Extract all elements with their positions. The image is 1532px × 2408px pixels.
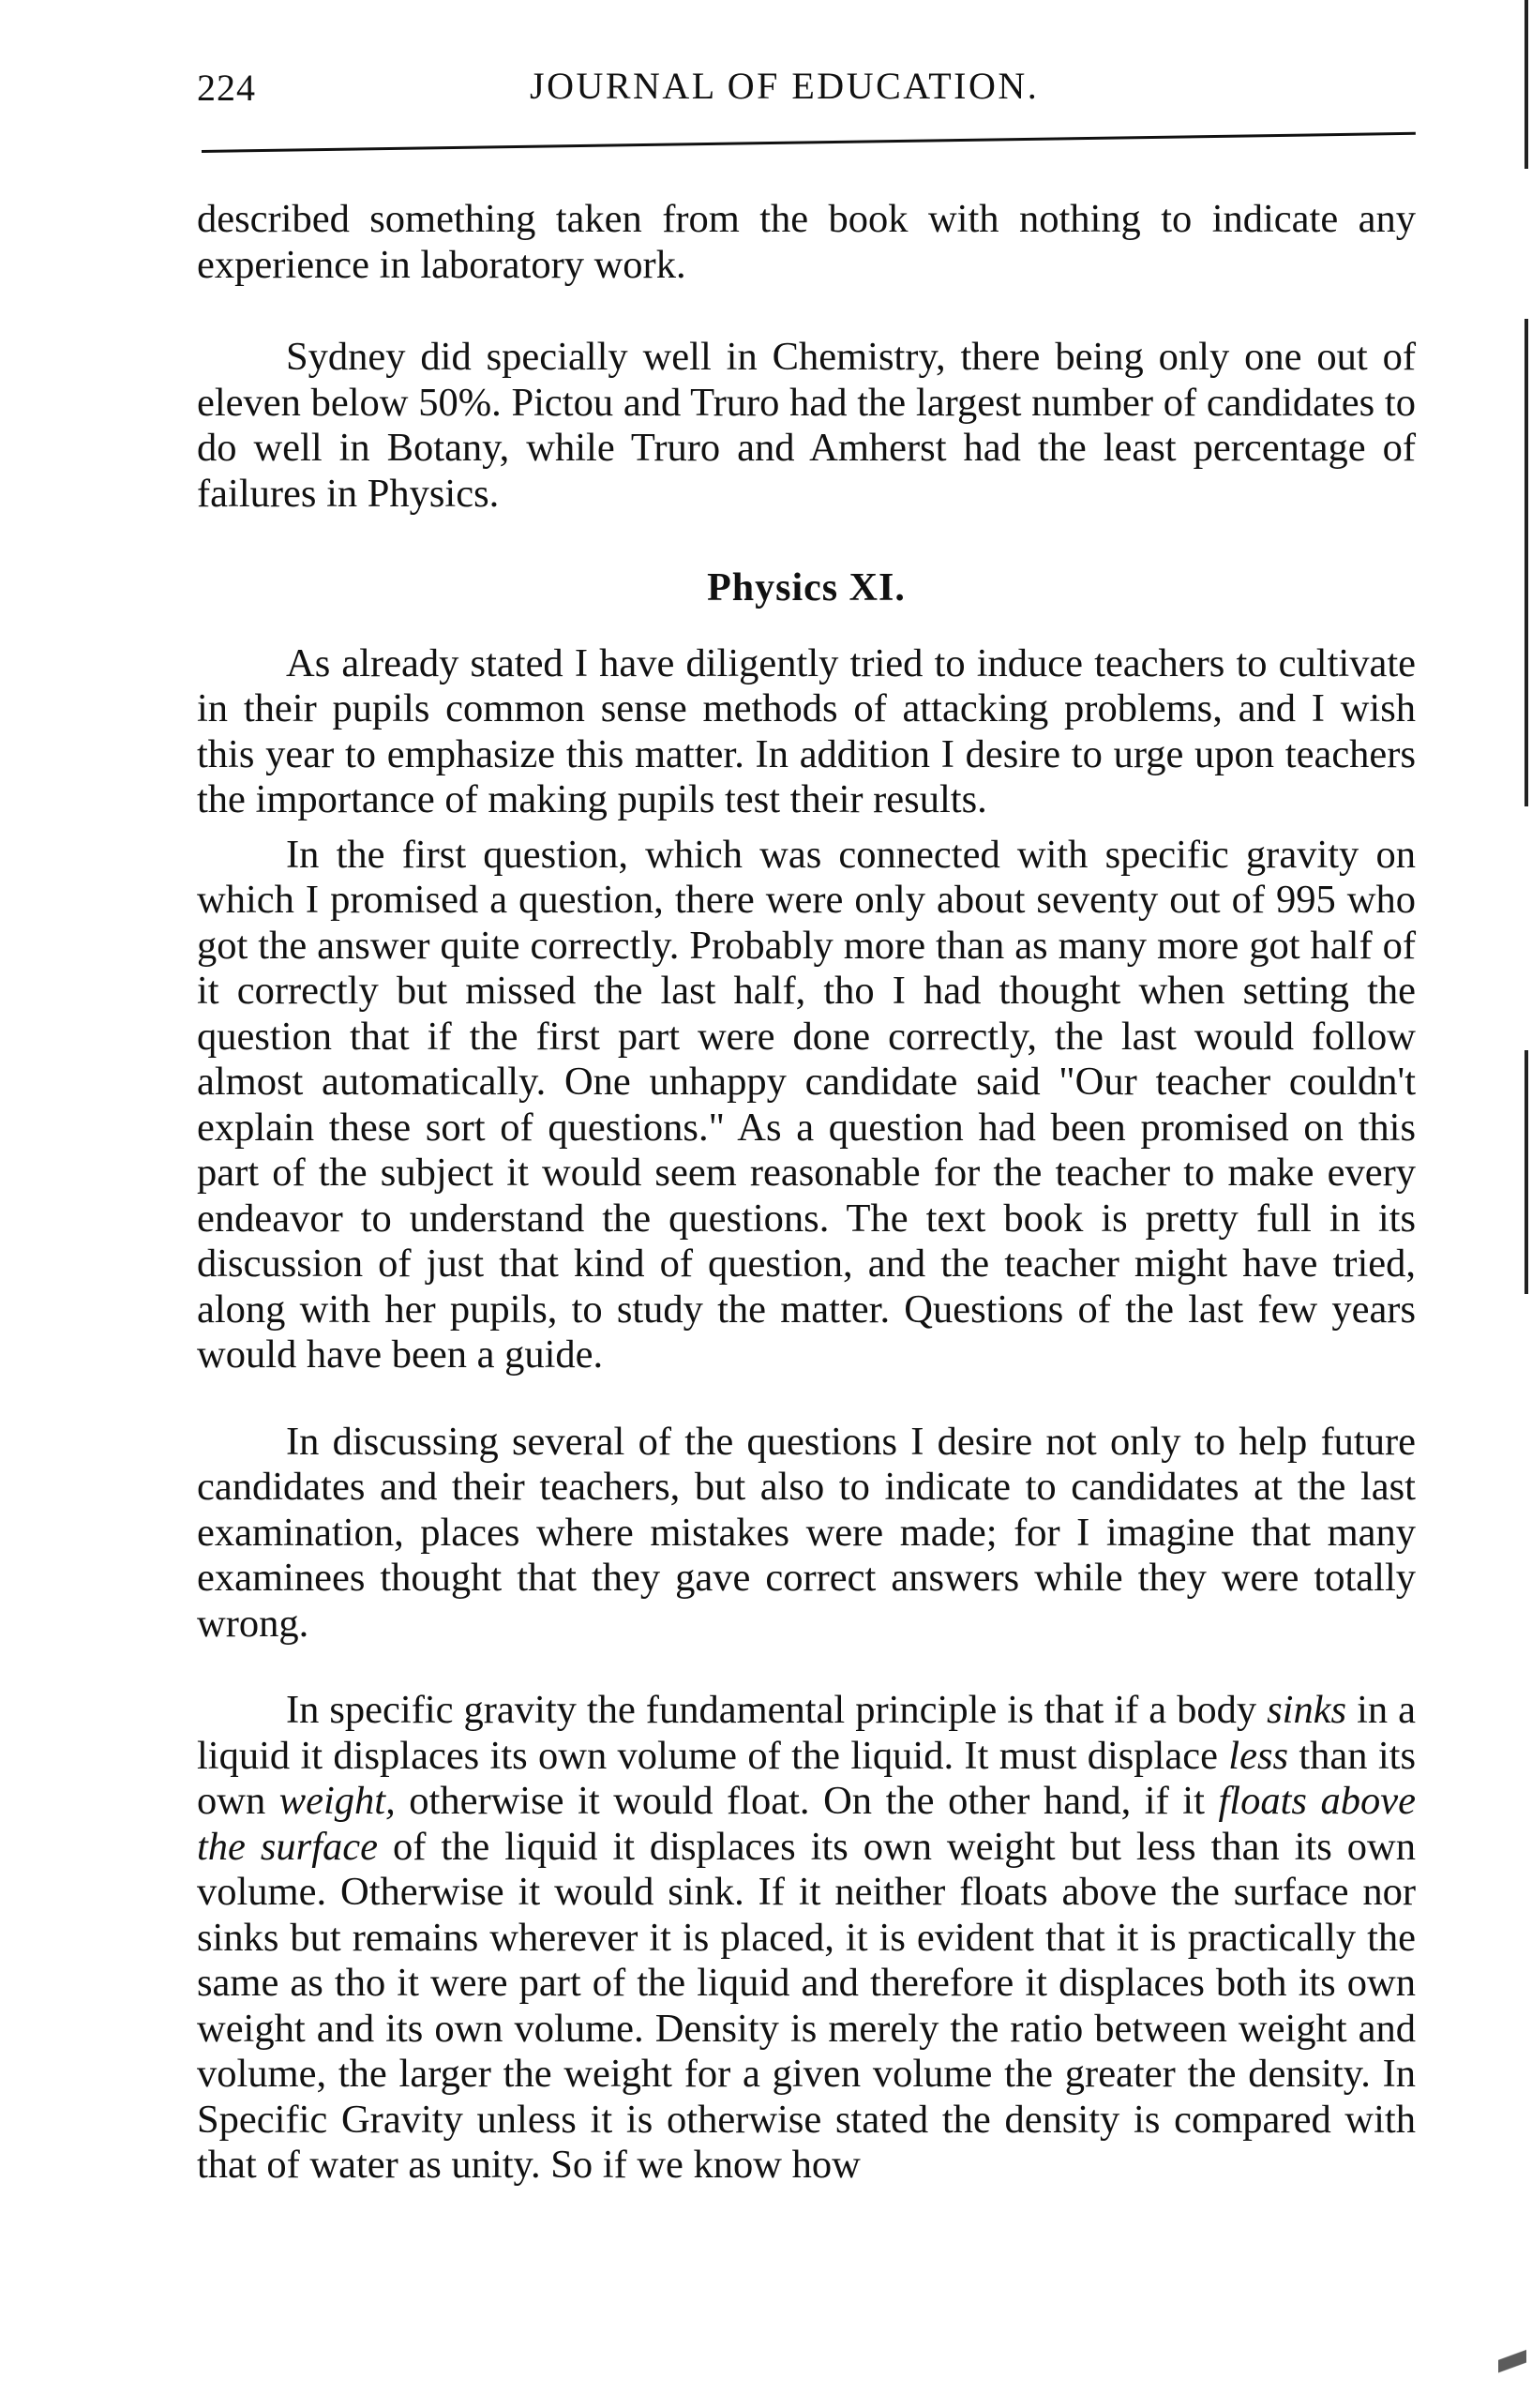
- page-number: 224: [197, 67, 256, 109]
- paragraph: [197, 197, 1416, 288]
- text-run: otherwise it would float. On the other hand, if it: [395, 1779, 1219, 1823]
- text-run: of the liquid it displaces its own weight but less than its own volume. Otherwise it would sink. If it neither floats above the surface nor sinks but remains wherever it is placed, it is evident that it is practically the same as tho it were part of the liquid and therefore it displaces both its own weight and its own volume. Density is merely the ratio between weight and volume, the larger the weight for a given volume the greater the density. In Specific Gravity unless it is otherwise stated the density is compared with that of water as unity. So if we know how: [197, 1824, 1416, 2187]
- text-run: Sydney did specially well in Chemistry, there being only one out of eleven below 50%. Pictou and Truro had the largest number of candidates to do well in Botany, while Truro and Amherst had the least percentage of failures in Physics.: [197, 335, 1416, 516]
- body-text: [197, 197, 1416, 2189]
- section-heading: Physics XI.: [707, 566, 906, 610]
- italic-text: weight,: [278, 1779, 396, 1823]
- scan-edge-mark: [1524, 0, 1528, 169]
- text-run: As already stated I have diligently tried to induce teachers to cultivate in their pupils common sense methods of attacking problems, and I wish this year to emphasize this matter. In addition I desire to urge upon teachers the importance of making pupils test their results.: [197, 640, 1416, 821]
- italic-text: floats above the surface: [197, 1779, 1416, 1869]
- italic-text: sinks: [1267, 1688, 1347, 1732]
- paragraph: [197, 335, 1416, 517]
- journal-title: JOURNAL OF EDUCATION.: [530, 65, 1040, 107]
- scan-edge-mark: [1524, 319, 1528, 806]
- paragraph: [197, 1688, 1416, 2189]
- scan-edge-mark: [1524, 1050, 1528, 1294]
- text-run: than its own: [197, 1733, 1417, 1823]
- scan-corner-mark: [1498, 2325, 1526, 2400]
- text-run: described something taken from the book with nothing to indicate any experience in laboratory work.: [197, 197, 1416, 287]
- page-header: [197, 66, 1416, 131]
- paragraph: [197, 833, 1416, 1378]
- text-run: In specific gravity the fundamental principle is that if a body: [286, 1688, 1268, 1732]
- paragraph: [197, 1420, 1416, 1648]
- text-run: In discussing several of the questions I desire not only to help future candidates and their teachers, but also to indicate to candidates at the last examination, places where mistakes were made; for I imagine that many examinees thought that they gave correct answers while they were totally wrong.: [197, 1419, 1416, 1646]
- text-run: in a liquid it displaces its own volume of the liquid. It must displace: [197, 1688, 1416, 1778]
- italic-text: less: [1228, 1733, 1289, 1778]
- text-run: In the first question, which was connected with specific gravity on which I promised a question, there were only about seventy out of 995 who got the answer quite correctly. Probably more than as many more got half of it correctly but missed the last half, tho I had thought when setting the question that if the first part were done correctly, the last would follow almost automatically. One unhappy candidate said "Our teacher couldn't explain these sort of questions." As a question had been promised on this part of the subject it would seem reasonable for the teacher to make every endeavor to understand the questions. The text book is pretty full in its discussion of just that kind of question, and the teacher might have tried, along with her pupils, to study the matter. Questions of the last few years would have been a guide.: [197, 832, 1416, 1377]
- paragraph: [197, 641, 1416, 823]
- header-rule: [202, 132, 1416, 153]
